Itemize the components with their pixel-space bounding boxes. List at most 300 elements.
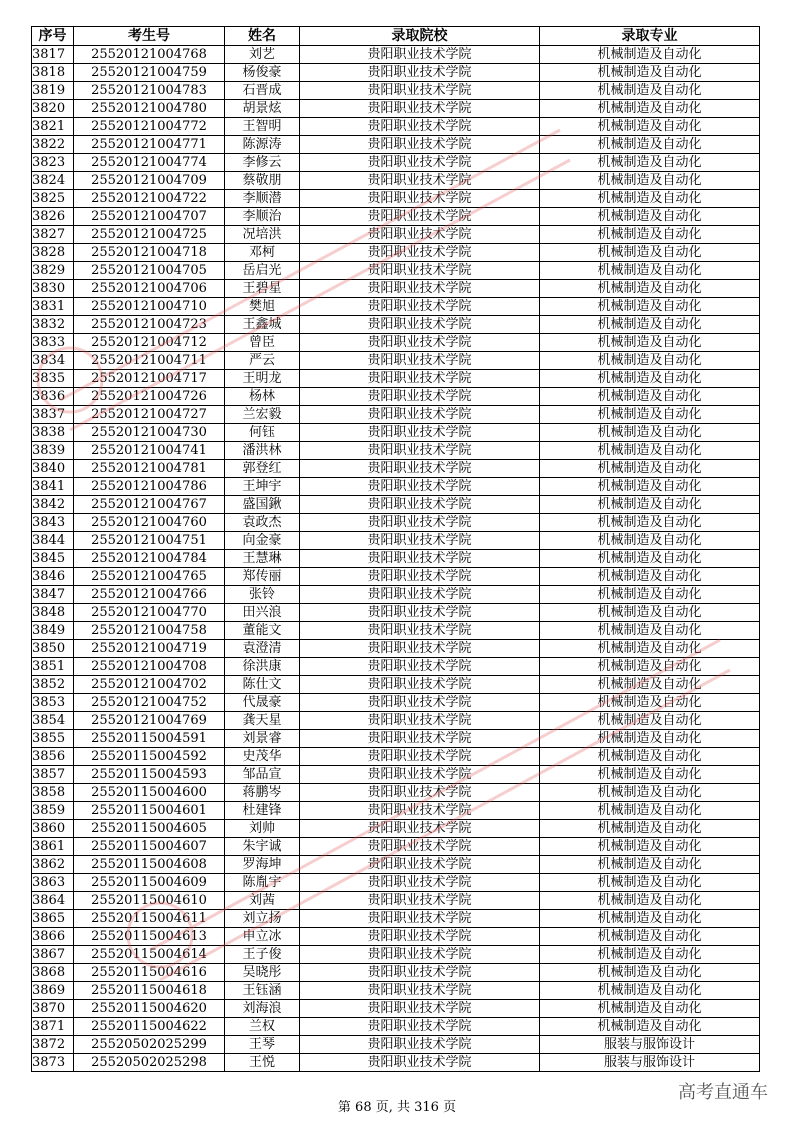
cell-major: 机械制造及自动化 [540, 892, 760, 910]
cell-name: 史茂华 [225, 748, 300, 766]
table-row [32, 532, 760, 550]
cell-name: 杨林 [225, 388, 300, 406]
cell-seq: 3821 [32, 118, 74, 136]
cell-seq: 3847 [32, 586, 74, 604]
cell-exam-id: 25520121004772 [74, 118, 225, 136]
cell-school: 贵阳职业技术学院 [300, 658, 540, 676]
table-row [32, 298, 760, 316]
cell-major: 机械制造及自动化 [540, 118, 760, 136]
table-row [32, 550, 760, 568]
cell-school: 贵阳职业技术学院 [300, 226, 540, 244]
cell-name: 岳启光 [225, 262, 300, 280]
table-row [32, 928, 760, 946]
cell-seq: 3866 [32, 928, 74, 946]
cell-name: 王悦 [225, 1054, 300, 1072]
table-row [32, 748, 760, 766]
cell-seq: 3833 [32, 334, 74, 352]
cell-seq: 3834 [32, 352, 74, 370]
cell-major: 机械制造及自动化 [540, 64, 760, 82]
cell-name: 王慧琳 [225, 550, 300, 568]
cell-school: 贵阳职业技术学院 [300, 190, 540, 208]
cell-major: 机械制造及自动化 [540, 820, 760, 838]
cell-name: 邹品宣 [225, 766, 300, 784]
cell-major: 机械制造及自动化 [540, 190, 760, 208]
cell-exam-id: 25520115004611 [74, 910, 225, 928]
cell-major: 机械制造及自动化 [540, 460, 760, 478]
cell-school: 贵阳职业技术学院 [300, 820, 540, 838]
cell-school: 贵阳职业技术学院 [300, 964, 540, 982]
cell-name: 潘洪林 [225, 442, 300, 460]
cell-school: 贵阳职业技术学院 [300, 622, 540, 640]
cell-major: 机械制造及自动化 [540, 388, 760, 406]
cell-exam-id: 25520121004741 [74, 442, 225, 460]
cell-seq: 3837 [32, 406, 74, 424]
cell-seq: 3870 [32, 1000, 74, 1018]
cell-exam-id: 25520502025298 [74, 1054, 225, 1072]
cell-school: 贵阳职业技术学院 [300, 838, 540, 856]
cell-name: 兰宏毅 [225, 406, 300, 424]
cell-seq: 3835 [32, 370, 74, 388]
cell-school: 贵阳职业技术学院 [300, 316, 540, 334]
cell-major: 机械制造及自动化 [540, 226, 760, 244]
table-body [32, 46, 760, 1072]
cell-seq: 3852 [32, 676, 74, 694]
table-row [32, 64, 760, 82]
cell-seq: 3844 [32, 532, 74, 550]
table-row [32, 586, 760, 604]
cell-name: 况培洪 [225, 226, 300, 244]
cell-name: 蔡敬朋 [225, 172, 300, 190]
cell-exam-id: 25520121004725 [74, 226, 225, 244]
table-row [32, 604, 760, 622]
table-row [32, 514, 760, 532]
cell-exam-id: 25520115004607 [74, 838, 225, 856]
cell-name: 石晋成 [225, 82, 300, 100]
table-row [32, 874, 760, 892]
cell-seq: 3825 [32, 190, 74, 208]
cell-school: 贵阳职业技术学院 [300, 784, 540, 802]
cell-major: 机械制造及自动化 [540, 424, 760, 442]
cell-seq: 3873 [32, 1054, 74, 1072]
cell-seq: 3843 [32, 514, 74, 532]
cell-school: 贵阳职业技术学院 [300, 424, 540, 442]
cell-seq: 3839 [32, 442, 74, 460]
cell-seq: 3864 [32, 892, 74, 910]
cell-school: 贵阳职业技术学院 [300, 514, 540, 532]
table-row [32, 766, 760, 784]
table-row [32, 676, 760, 694]
cell-school: 贵阳职业技术学院 [300, 406, 540, 424]
table-row [32, 244, 760, 262]
cell-exam-id: 25520121004781 [74, 460, 225, 478]
cell-exam-id: 25520121004784 [74, 550, 225, 568]
table-row [32, 946, 760, 964]
cell-seq: 3817 [32, 46, 74, 64]
cell-major: 机械制造及自动化 [540, 1000, 760, 1018]
cell-seq: 3826 [32, 208, 74, 226]
cell-name: 申立冰 [225, 928, 300, 946]
cell-major: 机械制造及自动化 [540, 406, 760, 424]
table-row [32, 712, 760, 730]
cell-school: 贵阳职业技术学院 [300, 568, 540, 586]
cell-seq: 3823 [32, 154, 74, 172]
cell-name: 李顺治 [225, 208, 300, 226]
cell-school: 贵阳职业技术学院 [300, 640, 540, 658]
cell-exam-id: 25520121004723 [74, 316, 225, 334]
cell-name: 代晟豪 [225, 694, 300, 712]
cell-exam-id: 25520121004711 [74, 352, 225, 370]
cell-name: 王琴 [225, 1036, 300, 1054]
table-row [32, 424, 760, 442]
cell-exam-id: 25520502025299 [74, 1036, 225, 1054]
cell-exam-id: 25520121004707 [74, 208, 225, 226]
table-row [32, 118, 760, 136]
cell-name: 严云 [225, 352, 300, 370]
cell-exam-id: 25520115004605 [74, 820, 225, 838]
table-row [32, 136, 760, 154]
cell-exam-id: 25520115004613 [74, 928, 225, 946]
cell-school: 贵阳职业技术学院 [300, 928, 540, 946]
table-row [32, 1036, 760, 1054]
cell-major: 机械制造及自动化 [540, 766, 760, 784]
cell-name: 兰权 [225, 1018, 300, 1036]
cell-seq: 3830 [32, 280, 74, 298]
cell-seq: 3855 [32, 730, 74, 748]
cell-name: 王明龙 [225, 370, 300, 388]
cell-exam-id: 25520121004768 [74, 46, 225, 64]
cell-school: 贵阳职业技术学院 [300, 748, 540, 766]
table-row [32, 658, 760, 676]
cell-exam-id: 25520115004591 [74, 730, 225, 748]
cell-major: 机械制造及自动化 [540, 514, 760, 532]
cell-major: 机械制造及自动化 [540, 478, 760, 496]
cell-seq: 3856 [32, 748, 74, 766]
cell-major: 机械制造及自动化 [540, 262, 760, 280]
cell-seq: 3845 [32, 550, 74, 568]
cell-exam-id: 25520115004609 [74, 874, 225, 892]
cell-major: 机械制造及自动化 [540, 100, 760, 118]
cell-exam-id: 25520121004771 [74, 136, 225, 154]
cell-exam-id: 25520115004600 [74, 784, 225, 802]
cell-major: 机械制造及自动化 [540, 550, 760, 568]
cell-major: 机械制造及自动化 [540, 748, 760, 766]
table-row [32, 334, 760, 352]
cell-major: 服装与服饰设计 [540, 1036, 760, 1054]
cell-school: 贵阳职业技术学院 [300, 946, 540, 964]
cell-seq: 3846 [32, 568, 74, 586]
table-row [32, 370, 760, 388]
cell-school: 贵阳职业技术学院 [300, 154, 540, 172]
cell-seq: 3842 [32, 496, 74, 514]
cell-major: 机械制造及自动化 [540, 568, 760, 586]
cell-school: 贵阳职业技术学院 [300, 136, 540, 154]
cell-seq: 3820 [32, 100, 74, 118]
cell-school: 贵阳职业技术学院 [300, 478, 540, 496]
cell-name: 田兴浪 [225, 604, 300, 622]
cell-seq: 3848 [32, 604, 74, 622]
table-row [32, 784, 760, 802]
table-row [32, 1000, 760, 1018]
cell-exam-id: 25520121004759 [74, 64, 225, 82]
cell-seq: 3853 [32, 694, 74, 712]
cell-name: 刘帅 [225, 820, 300, 838]
cell-name: 董能文 [225, 622, 300, 640]
cell-exam-id: 25520121004717 [74, 370, 225, 388]
cell-name: 徐洪康 [225, 658, 300, 676]
cell-seq: 3841 [32, 478, 74, 496]
cell-exam-id: 25520115004610 [74, 892, 225, 910]
table-row [32, 316, 760, 334]
corner-watermark: 高考直通车 [678, 1082, 768, 1103]
cell-major: 机械制造及自动化 [540, 910, 760, 928]
cell-exam-id: 25520115004614 [74, 946, 225, 964]
cell-name: 邓柯 [225, 244, 300, 262]
cell-exam-id: 25520121004705 [74, 262, 225, 280]
cell-school: 贵阳职业技术学院 [300, 802, 540, 820]
cell-name: 刘景睿 [225, 730, 300, 748]
cell-seq: 3822 [32, 136, 74, 154]
cell-exam-id: 25520121004766 [74, 586, 225, 604]
cell-seq: 3824 [32, 172, 74, 190]
cell-name: 陈胤宇 [225, 874, 300, 892]
table-row [32, 82, 760, 100]
cell-seq: 3819 [32, 82, 74, 100]
table-row [32, 802, 760, 820]
header-seq: 序号 [32, 27, 74, 46]
cell-school: 贵阳职业技术学院 [300, 244, 540, 262]
table-row [32, 568, 760, 586]
table-row [32, 442, 760, 460]
cell-major: 机械制造及自动化 [540, 586, 760, 604]
cell-seq: 3858 [32, 784, 74, 802]
table-row [32, 478, 760, 496]
cell-major: 机械制造及自动化 [540, 334, 760, 352]
cell-exam-id: 25520121004730 [74, 424, 225, 442]
cell-name: 盛国鍬 [225, 496, 300, 514]
cell-major: 机械制造及自动化 [540, 964, 760, 982]
cell-school: 贵阳职业技术学院 [300, 910, 540, 928]
cell-exam-id: 25520121004774 [74, 154, 225, 172]
cell-major: 机械制造及自动化 [540, 496, 760, 514]
cell-school: 贵阳职业技术学院 [300, 766, 540, 784]
cell-seq: 3840 [32, 460, 74, 478]
cell-name: 王碧星 [225, 280, 300, 298]
cell-school: 贵阳职业技术学院 [300, 856, 540, 874]
cell-seq: 3867 [32, 946, 74, 964]
cell-name: 蒋鹏岑 [225, 784, 300, 802]
cell-major: 机械制造及自动化 [540, 982, 760, 1000]
cell-major: 机械制造及自动化 [540, 730, 760, 748]
cell-seq: 3849 [32, 622, 74, 640]
cell-seq: 3851 [32, 658, 74, 676]
cell-name: 胡景炫 [225, 100, 300, 118]
cell-exam-id: 25520121004722 [74, 190, 225, 208]
cell-name: 龚天星 [225, 712, 300, 730]
table-row [32, 190, 760, 208]
cell-seq: 3829 [32, 262, 74, 280]
cell-major: 机械制造及自动化 [540, 928, 760, 946]
cell-name: 李顺潜 [225, 190, 300, 208]
cell-seq: 3827 [32, 226, 74, 244]
cell-major: 机械制造及自动化 [540, 802, 760, 820]
cell-school: 贵阳职业技术学院 [300, 64, 540, 82]
cell-exam-id: 25520121004751 [74, 532, 225, 550]
cell-school: 贵阳职业技术学院 [300, 370, 540, 388]
cell-seq: 3831 [32, 298, 74, 316]
table-row [32, 1054, 760, 1072]
cell-name: 吴晓彤 [225, 964, 300, 982]
table-row [32, 388, 760, 406]
cell-name: 朱宇诚 [225, 838, 300, 856]
cell-exam-id: 25520121004758 [74, 622, 225, 640]
cell-name: 罗海坤 [225, 856, 300, 874]
cell-school: 贵阳职业技术学院 [300, 550, 540, 568]
cell-school: 贵阳职业技术学院 [300, 334, 540, 352]
table-row [32, 964, 760, 982]
cell-seq: 3818 [32, 64, 74, 82]
cell-major: 机械制造及自动化 [540, 244, 760, 262]
cell-exam-id: 25520121004708 [74, 658, 225, 676]
cell-name: 李修云 [225, 154, 300, 172]
cell-major: 机械制造及自动化 [540, 946, 760, 964]
cell-major: 机械制造及自动化 [540, 784, 760, 802]
cell-major: 机械制造及自动化 [540, 838, 760, 856]
cell-major: 机械制造及自动化 [540, 676, 760, 694]
cell-exam-id: 25520121004767 [74, 496, 225, 514]
cell-exam-id: 25520121004765 [74, 568, 225, 586]
table-row [32, 172, 760, 190]
cell-exam-id: 25520121004726 [74, 388, 225, 406]
table-row [32, 460, 760, 478]
cell-name: 王钰涵 [225, 982, 300, 1000]
cell-exam-id: 25520121004719 [74, 640, 225, 658]
cell-school: 贵阳职业技术学院 [300, 1036, 540, 1054]
cell-school: 贵阳职业技术学院 [300, 1000, 540, 1018]
cell-major: 机械制造及自动化 [540, 532, 760, 550]
admission-table [31, 26, 760, 1072]
cell-seq: 3850 [32, 640, 74, 658]
table-row [32, 226, 760, 244]
cell-exam-id: 25520121004752 [74, 694, 225, 712]
cell-school: 贵阳职业技术学院 [300, 298, 540, 316]
table-row [32, 982, 760, 1000]
cell-name: 王子俊 [225, 946, 300, 964]
cell-major: 机械制造及自动化 [540, 136, 760, 154]
cell-seq: 3838 [32, 424, 74, 442]
cell-exam-id: 25520115004620 [74, 1000, 225, 1018]
table-row [32, 280, 760, 298]
cell-name: 向金豪 [225, 532, 300, 550]
cell-name: 杨俊豪 [225, 64, 300, 82]
header-school: 录取院校 [300, 27, 540, 46]
cell-major: 机械制造及自动化 [540, 208, 760, 226]
cell-name: 袁澄清 [225, 640, 300, 658]
page-footer: 第 68 页, 共 316 页 [337, 1100, 457, 1115]
cell-name: 王鑫城 [225, 316, 300, 334]
cell-name: 樊旭 [225, 298, 300, 316]
cell-school: 贵阳职业技术学院 [300, 46, 540, 64]
table-row [32, 1018, 760, 1036]
cell-school: 贵阳职业技术学院 [300, 892, 540, 910]
cell-school: 贵阳职业技术学院 [300, 712, 540, 730]
cell-exam-id: 25520115004593 [74, 766, 225, 784]
cell-seq: 3871 [32, 1018, 74, 1036]
cell-seq: 3862 [32, 856, 74, 874]
header-major: 录取专业 [540, 27, 760, 46]
table-row [32, 910, 760, 928]
cell-seq: 3860 [32, 820, 74, 838]
table-row [32, 100, 760, 118]
cell-name: 袁政杰 [225, 514, 300, 532]
table-row [32, 892, 760, 910]
table-row [32, 640, 760, 658]
cell-major: 机械制造及自动化 [540, 280, 760, 298]
table-row [32, 838, 760, 856]
table-row [32, 262, 760, 280]
table-row [32, 820, 760, 838]
cell-school: 贵阳职业技术学院 [300, 172, 540, 190]
cell-major: 机械制造及自动化 [540, 658, 760, 676]
cell-school: 贵阳职业技术学院 [300, 82, 540, 100]
cell-seq: 3836 [32, 388, 74, 406]
cell-school: 贵阳职业技术学院 [300, 676, 540, 694]
cell-major: 机械制造及自动化 [540, 856, 760, 874]
table-row [32, 352, 760, 370]
table-row [32, 694, 760, 712]
cell-exam-id: 25520115004618 [74, 982, 225, 1000]
cell-school: 贵阳职业技术学院 [300, 874, 540, 892]
cell-school: 贵阳职业技术学院 [300, 586, 540, 604]
cell-seq: 3861 [32, 838, 74, 856]
cell-school: 贵阳职业技术学院 [300, 604, 540, 622]
cell-major: 机械制造及自动化 [540, 316, 760, 334]
cell-major: 服装与服饰设计 [540, 1054, 760, 1072]
cell-exam-id: 25520121004710 [74, 298, 225, 316]
table-row [32, 730, 760, 748]
cell-exam-id: 25520121004712 [74, 334, 225, 352]
header-exam-id: 考生号 [74, 27, 225, 46]
cell-school: 贵阳职业技术学院 [300, 442, 540, 460]
cell-major: 机械制造及自动化 [540, 82, 760, 100]
cell-name: 刘艺 [225, 46, 300, 64]
cell-exam-id: 25520121004702 [74, 676, 225, 694]
cell-major: 机械制造及自动化 [540, 370, 760, 388]
table-row [32, 208, 760, 226]
cell-school: 贵阳职业技术学院 [300, 352, 540, 370]
cell-major: 机械制造及自动化 [540, 694, 760, 712]
cell-major: 机械制造及自动化 [540, 712, 760, 730]
cell-name: 陈仕文 [225, 676, 300, 694]
cell-seq: 3865 [32, 910, 74, 928]
cell-major: 机械制造及自动化 [540, 154, 760, 172]
cell-exam-id: 25520115004601 [74, 802, 225, 820]
cell-major: 机械制造及自动化 [540, 874, 760, 892]
header-name: 姓名 [225, 27, 300, 46]
cell-major: 机械制造及自动化 [540, 604, 760, 622]
cell-exam-id: 25520115004608 [74, 856, 225, 874]
cell-name: 曾臣 [225, 334, 300, 352]
cell-name: 杜建锋 [225, 802, 300, 820]
cell-name: 张铃 [225, 586, 300, 604]
cell-school: 贵阳职业技术学院 [300, 532, 540, 550]
cell-exam-id: 25520115004622 [74, 1018, 225, 1036]
cell-exam-id: 25520121004769 [74, 712, 225, 730]
table-row [32, 496, 760, 514]
cell-major: 机械制造及自动化 [540, 622, 760, 640]
cell-school: 贵阳职业技术学院 [300, 100, 540, 118]
cell-name: 刘海浪 [225, 1000, 300, 1018]
cell-seq: 3828 [32, 244, 74, 262]
